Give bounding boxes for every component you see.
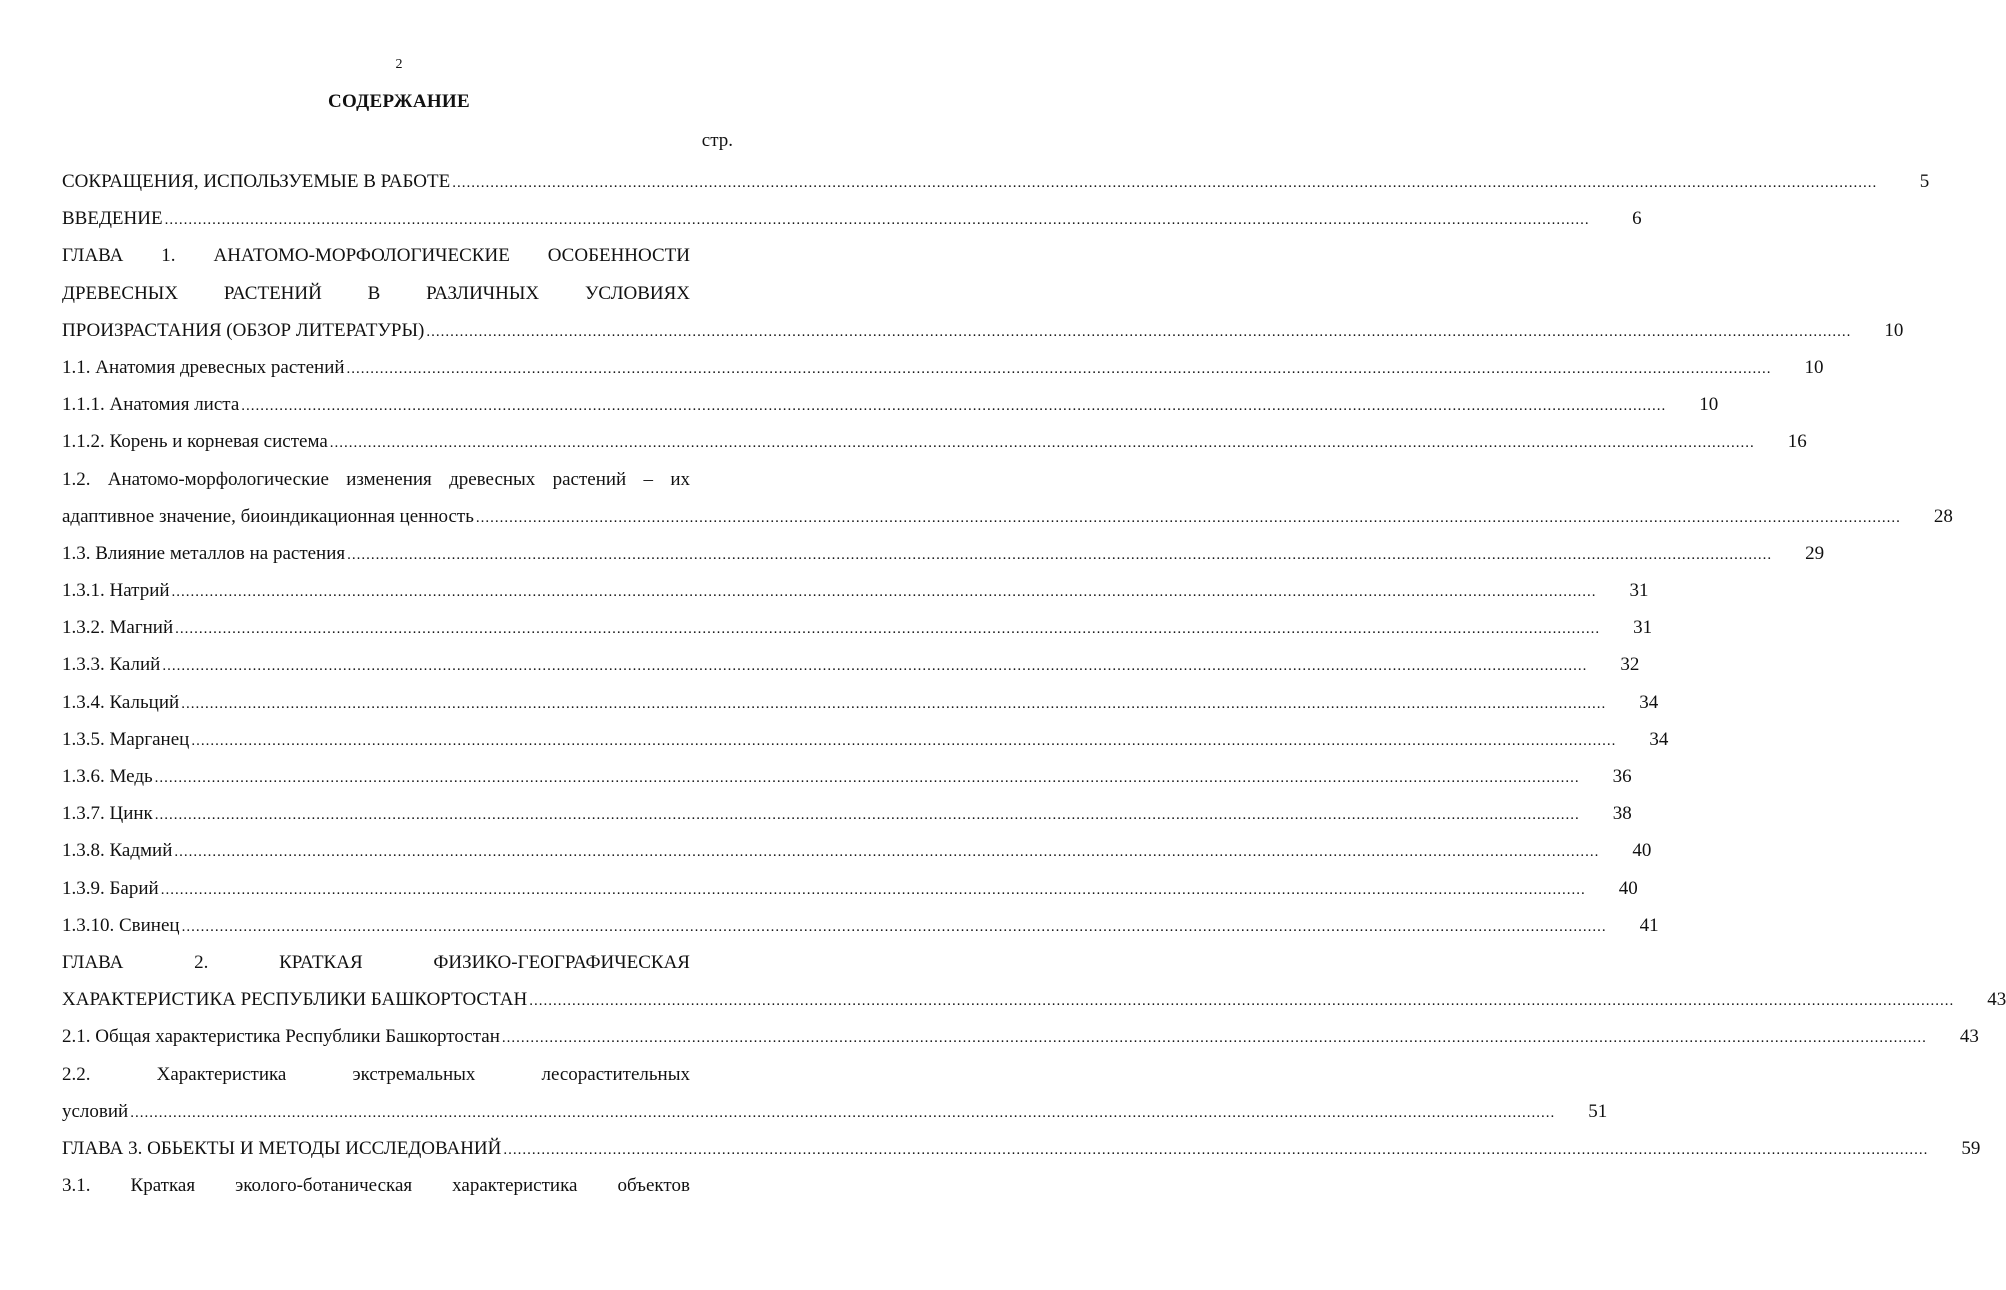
toc-entry-1-3-3[interactable] (62, 646, 1640, 683)
toc-entry-1-3-7[interactable] (62, 795, 1632, 832)
toc-entry-page: 38 (1612, 803, 1632, 825)
toc-entry-label: 1.3.2. Магний (62, 617, 174, 639)
toc-entry-1-3-1[interactable] (62, 572, 1649, 609)
page-title: СОДЕРЖАНИЕ (328, 91, 470, 112)
word: объектов (617, 1175, 690, 1197)
dot-leader: ............................................................................................................................................................................................................................................................................................................ (475, 509, 1901, 526)
word: РАСТЕНИЙ (223, 282, 322, 304)
toc-entry-label: 1.1.2. Корень и корневая система (62, 431, 328, 453)
toc-entry-line (62, 981, 2006, 1018)
toc-entry-page: 6 (1632, 208, 1642, 230)
word: лесорастительных (541, 1063, 690, 1085)
toc-entry-label: 1.1.1. Анатомия листа (62, 394, 240, 416)
toc-entry-page: 16 (1787, 431, 1807, 453)
word: характеристика (452, 1175, 578, 1197)
word: ОСОБЕННОСТИ (547, 245, 690, 267)
toc-entry-page: 43 (1959, 1026, 1979, 1048)
toc-entry-1-3-8[interactable] (62, 832, 1652, 869)
dot-leader: ............................................................................................................................................................................................................................................................................................................ (346, 360, 1772, 377)
word: изменения (346, 468, 432, 490)
toc-entry-label: 1.3.4. Кальций (62, 691, 180, 713)
dot-leader: ............................................................................................................................................................................................................................................................................................................ (174, 844, 1600, 861)
toc-entry-line (62, 498, 1953, 535)
toc-entry-label: 1.3.3. Калий (62, 654, 161, 676)
toc-entry-chapter-3[interactable] (62, 1130, 1981, 1167)
word: древесных (449, 468, 536, 490)
toc-entry-page: 29 (1805, 542, 1825, 564)
toc-entry-label: СОКРАЩЕНИЯ, ИСПОЛЬЗУЕМЫЕ В РАБОТЕ (62, 171, 451, 192)
word: ДРЕВЕСНЫХ (62, 282, 179, 304)
toc-entry-3-1[interactable] (62, 1167, 738, 1204)
toc-entry-label: 1.3. Влияние металлов на растения (62, 542, 346, 564)
toc-entry-1-3-4[interactable] (62, 684, 1659, 721)
dot-leader: ............................................................................................................................................................................................................................................................................................................ (130, 1104, 1556, 1121)
toc-entry-label: условий (62, 1100, 129, 1122)
toc-entry-page: 32 (1620, 654, 1640, 676)
dot-leader: ............................................................................................................................................................................................................................................................................................................ (175, 621, 1601, 638)
toc-entry-label: 1.1. Анатомия древесных растений (62, 356, 345, 378)
toc-entry-label: ХАРАКТЕРИСТИКА РЕСПУБЛИКИ БАШКОРТОСТАН (62, 989, 528, 1011)
dot-leader: ............................................................................................................................................................................................................................................................................................................ (329, 435, 1755, 452)
toc-entry-page: 34 (1649, 728, 1669, 750)
word: их (670, 468, 690, 490)
word: УСЛОВИЯХ (584, 282, 690, 304)
dot-leader: ............................................................................................................................................................................................................................................................................................................ (426, 323, 1852, 340)
toc-entry-label: 1.3.5. Марганец (62, 728, 190, 750)
word: Анатомо-морфологические (107, 468, 329, 490)
word: растений (552, 468, 627, 490)
toc-entry-label: 1.3.7. Цинк (62, 803, 153, 825)
toc-entry-label: 1.3.9. Барий (62, 877, 159, 899)
word: 2. (194, 951, 209, 973)
dot-leader: ............................................................................................................................................................................................................................................................................................................ (154, 770, 1580, 786)
toc-entry-label: ПРОИЗРАСТАНИЯ (ОБЗОР ЛИТЕРАТУРЫ) (62, 319, 425, 341)
toc-entry-page: 51 (1588, 1100, 1608, 1122)
toc-entry-1-3[interactable] (62, 535, 1825, 572)
dot-leader: ............................................................................................................................................................................................................................................................................................................ (452, 175, 1878, 191)
toc-entry-1-3-9[interactable] (62, 870, 1638, 907)
word: экстремальных (352, 1063, 476, 1085)
toc-entry-page: 43 (1987, 989, 2006, 1011)
toc-entry-page: 34 (1639, 691, 1659, 713)
dot-leader: ............................................................................................................................................................................................................................................................................................................ (347, 546, 1773, 563)
toc-entry-line (62, 1167, 690, 1204)
toc-entry-1-1-1[interactable] (62, 386, 1719, 423)
toc-entry-label: 2.1. Общая характеристика Республики Башкортостан (62, 1026, 500, 1048)
word: ГЛАВА (62, 951, 124, 973)
toc-entry-1-1-2[interactable] (62, 423, 1807, 460)
toc-entry-page: 28 (1933, 505, 1953, 527)
word: В (367, 282, 381, 304)
word: 3.1. (62, 1175, 91, 1197)
word: ФИЗИКО-ГЕОГРАФИЧЕСКАЯ (433, 951, 690, 973)
toc-entry-page: 31 (1633, 617, 1653, 639)
word: 1. (161, 245, 176, 267)
toc-entry-line (62, 275, 690, 312)
toc-entry-label: 1.3.8. Кадмий (62, 840, 173, 862)
dot-leader: ............................................................................................................................................................................................................................................................................................................ (529, 993, 1955, 1010)
toc-entry-1-3-5[interactable] (62, 721, 1669, 758)
word: РАЗЛИЧНЫХ (426, 282, 540, 304)
toc-entry-2-1[interactable] (62, 1018, 1979, 1055)
toc-entry-1-2[interactable] (62, 461, 1953, 535)
word: Характеристика (156, 1063, 287, 1085)
dot-leader: ............................................................................................................................................................................................................................................................................................................ (191, 732, 1617, 749)
dot-leader: ............................................................................................................................................................................................................................................................................................................ (501, 1030, 1927, 1047)
toc-entry-line (62, 237, 690, 274)
toc-entry-chapter-2[interactable] (62, 944, 2006, 1018)
toc-entry-label: ГЛАВА 3. ОБЬЕКТЫ И МЕТОДЫ ИССЛЕДОВАНИЙ (62, 1137, 502, 1159)
dot-leader: ............................................................................................................................................................................................................................................................................................................ (164, 212, 1590, 229)
dot-leader: ............................................................................................................................................................................................................................................................................................................ (181, 918, 1607, 935)
toc-entry-line (62, 461, 690, 498)
toc-entry-label: 1.3.1. Натрий (62, 580, 170, 602)
toc-entry-page: 40 (1618, 877, 1638, 899)
word: АНАТОМО-МОРФОЛОГИЧЕСКИЕ (213, 245, 510, 267)
toc-entry-label: ВВЕДЕНИЕ (62, 208, 163, 230)
page-column-label: стр. (701, 130, 733, 151)
toc-entry-2-2[interactable] (62, 1056, 1608, 1130)
word: – (643, 468, 654, 490)
toc-entry-page: 40 (1632, 840, 1652, 862)
word: 1.2. (62, 468, 91, 490)
dot-leader: ............................................................................................................................................................................................................................................................................................................ (162, 658, 1588, 675)
dot-leader: ............................................................................................................................................................................................................................................................................................................ (154, 807, 1580, 824)
toc-entry-line (62, 312, 1904, 349)
toc-entry-1-3-6[interactable] (62, 758, 1632, 795)
toc-entry-label: 1.3.6. Медь (62, 766, 153, 787)
toc-entry-line (62, 944, 690, 981)
toc-entry-label: адаптивное значение, биоиндикационная ценность (62, 505, 474, 527)
dot-leader: ............................................................................................................................................................................................................................................................................................................ (171, 584, 1597, 601)
dot-leader: ............................................................................................................................................................................................................................................................................................................ (160, 881, 1586, 898)
word: Краткая (130, 1175, 196, 1197)
dot-leader: ............................................................................................................................................................................................................................................................................................................ (503, 1141, 1929, 1158)
toc-entry-page: 10 (1804, 356, 1824, 378)
toc-entry-page: 10 (1884, 319, 1904, 341)
toc-entry-page: 59 (1961, 1137, 1981, 1159)
toc-entry-page: 36 (1612, 766, 1632, 787)
toc-entry-chapter-1[interactable] (62, 237, 1904, 349)
toc-entry-introduction[interactable] (62, 200, 1642, 237)
table-of-contents (62, 163, 2006, 1204)
toc-entry-page: 41 (1639, 914, 1659, 936)
dot-leader: ............................................................................................................................................................................................................................................................................................................ (241, 398, 1667, 415)
word: КРАТКАЯ (279, 951, 363, 973)
toc-entry-page: 31 (1629, 580, 1649, 602)
toc-entry-line (62, 1056, 690, 1093)
word: ГЛАВА (62, 245, 124, 267)
toc-entry-page: 10 (1699, 394, 1719, 416)
word: 2.2. (62, 1063, 91, 1085)
toc-entry-page: 5 (1919, 171, 1930, 192)
toc-entry-1-3-2[interactable] (62, 609, 1653, 646)
toc-entry-1-1[interactable] (62, 349, 1824, 386)
toc-entry-1-3-10[interactable] (62, 907, 1659, 944)
word: эколого-ботаническая (235, 1175, 413, 1197)
page-number: 2 (395, 57, 403, 72)
toc-entry-abbreviations[interactable] (62, 163, 1930, 200)
dot-leader: ............................................................................................................................................................................................................................................................................................................ (181, 695, 1607, 712)
toc-entry-label: 1.3.10. Свинец (62, 914, 180, 936)
toc-entry-line (62, 1093, 1608, 1130)
